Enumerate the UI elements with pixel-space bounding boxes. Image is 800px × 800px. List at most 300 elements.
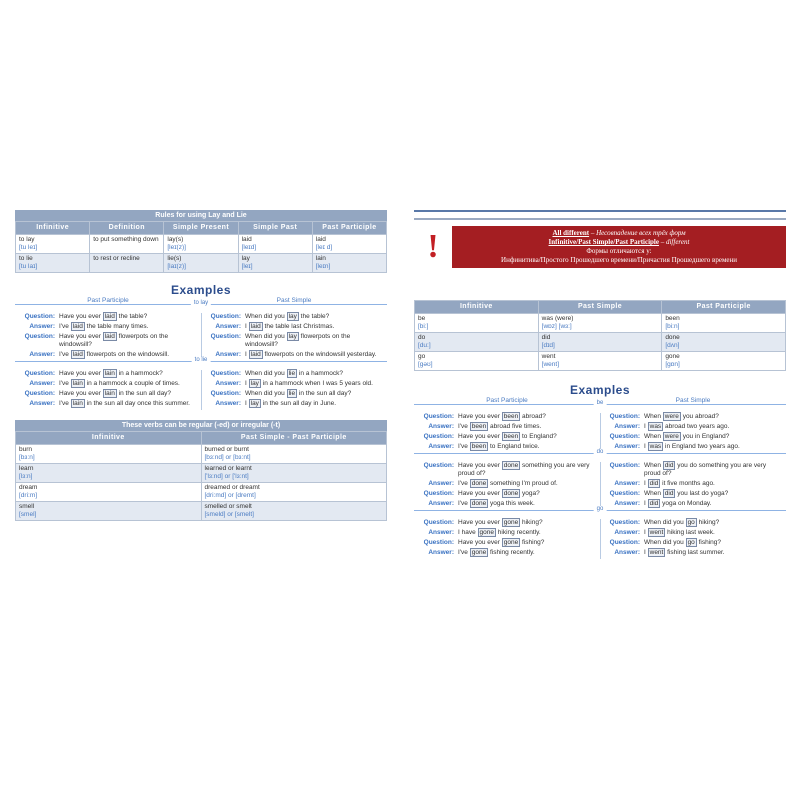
transcription: [wɒz] [wɜ:] — [541, 323, 572, 330]
highlighted-verb: done — [503, 490, 519, 497]
example-line — [414, 433, 600, 441]
column-header: Past Participle — [312, 222, 386, 235]
examples-title: Examples — [569, 383, 631, 397]
line-label: Answer: — [29, 380, 55, 387]
column-header: Infinitive — [16, 222, 90, 235]
text-after: abroad? — [520, 413, 546, 420]
example-line — [414, 443, 600, 451]
text-before: Have you ever — [59, 313, 103, 320]
example-line — [414, 413, 600, 421]
example-text — [644, 423, 786, 431]
example-line — [15, 351, 201, 359]
transcription: [bɜ:n] — [19, 454, 35, 461]
text-after: it five months ago. — [660, 480, 715, 487]
table-row — [16, 254, 387, 273]
example-line — [414, 490, 600, 498]
table-cell — [415, 314, 539, 333]
text-after: fishing recently. — [488, 549, 535, 556]
transcription: [dʌn] — [665, 342, 680, 349]
past-participle-header: Past Participle — [486, 397, 528, 404]
example-text — [245, 333, 387, 349]
highlighted-verb: were — [664, 413, 679, 420]
text-before: I've — [458, 423, 470, 430]
example-text — [458, 500, 600, 508]
table-row — [16, 483, 387, 502]
transcription: [bi:] — [418, 323, 429, 330]
example-text — [458, 433, 600, 441]
example-line — [600, 423, 786, 431]
highlighted-verb: laid — [104, 333, 115, 340]
left-page — [15, 210, 387, 521]
table-cell — [662, 333, 786, 352]
line-label: Answer: — [614, 549, 640, 556]
text-before: Have you ever — [458, 539, 502, 546]
table-cell — [16, 254, 90, 273]
highlighted-verb: gone — [479, 529, 494, 536]
table-cell — [201, 445, 387, 464]
lay-lie-caption: Rules for using Lay and Lie — [15, 210, 387, 221]
column-header: Past Simple — [538, 301, 662, 314]
text-after: in the sun all day once this summer. — [84, 400, 190, 407]
word: to put something down — [93, 236, 159, 243]
three-forms-table — [414, 300, 786, 371]
highlighted-verb: done — [471, 500, 487, 507]
past-simple-column — [600, 519, 786, 559]
example-text — [644, 433, 786, 441]
section-divider — [414, 449, 786, 462]
text-after: the table? — [116, 313, 148, 320]
text-after: the table? — [298, 313, 330, 320]
line-label: Question: — [24, 370, 55, 377]
line-label: Question: — [609, 539, 640, 546]
example-line — [600, 549, 786, 557]
example-line — [600, 433, 786, 441]
text-before: I've — [458, 443, 470, 450]
highlighted-verb: was — [649, 443, 662, 450]
table-cell — [201, 464, 387, 483]
line-label: Answer: — [614, 480, 640, 487]
text-before: I — [644, 529, 648, 536]
example-text — [458, 519, 600, 527]
example-text — [644, 539, 786, 547]
example-line — [15, 313, 201, 321]
table-row — [16, 464, 387, 483]
word: lay(s) — [167, 236, 184, 243]
highlighted-verb: go — [687, 519, 695, 526]
text-after: yoga this week. — [488, 500, 535, 507]
word: learned or learnt — [204, 465, 252, 472]
highlighted-verb: gone — [503, 539, 519, 546]
example-line — [600, 529, 786, 537]
line-label: Answer: — [428, 500, 454, 507]
section-label: do — [594, 449, 607, 455]
highlighted-verb: been — [503, 433, 519, 440]
example-text — [644, 480, 786, 488]
text-after: hiking recently. — [495, 529, 541, 536]
line-label: Answer: — [614, 500, 640, 507]
text-before: Have you ever — [458, 413, 502, 420]
highlighted-verb: been — [503, 413, 519, 420]
line-label: Answer: — [215, 380, 241, 387]
text-after: to England twice. — [488, 443, 540, 450]
example-line — [414, 519, 600, 527]
past-simple-header: Past Simple — [675, 397, 711, 404]
text-before: I — [245, 351, 249, 358]
section-divider — [15, 357, 387, 370]
transcription: [leɪ] — [241, 263, 253, 270]
example-text — [458, 443, 600, 451]
transcription: ['lɜ:nd] or ['lɜ:nt] — [204, 473, 249, 480]
text-before: I've — [458, 480, 470, 487]
example-text — [245, 323, 387, 331]
example-text — [644, 519, 786, 527]
table-cell — [164, 254, 238, 273]
text-after: in a hammock a couple of times. — [84, 380, 180, 387]
word: smelled or smelt — [204, 503, 252, 510]
line-label: Question: — [609, 413, 640, 420]
example-rows — [15, 313, 387, 361]
section-divider — [414, 506, 786, 519]
example-line — [414, 539, 600, 547]
table-cell — [16, 235, 90, 254]
transcription: [bɜ:nd] or [bɜ:nt] — [204, 454, 251, 461]
word: smell — [19, 503, 35, 510]
example-text — [458, 462, 600, 478]
example-line — [15, 400, 201, 408]
line-label: Question: — [210, 333, 241, 340]
past-simple-column — [201, 313, 387, 361]
text-before: When — [644, 462, 663, 469]
text-before: I've — [59, 380, 71, 387]
text-after: abroad two years ago. — [663, 423, 730, 430]
past-simple-header: Past Simple — [276, 297, 312, 304]
line-label: Question: — [210, 313, 241, 320]
past-participle-column — [15, 370, 201, 410]
past-participle-header: Past Participle — [87, 297, 129, 304]
text-before: I — [644, 549, 648, 556]
example-text — [245, 313, 387, 321]
text-before: I — [245, 400, 249, 407]
line-label: Answer: — [428, 549, 454, 556]
transcription: [dri:m] — [19, 492, 38, 499]
line-label: Answer: — [428, 443, 454, 450]
transcription: [leɪd] — [241, 244, 257, 251]
text-after: yoga on Monday. — [660, 500, 712, 507]
text-after: you last do yoga? — [675, 490, 729, 497]
column-header: Simple Past — [238, 222, 312, 235]
example-line — [600, 413, 786, 421]
line-label: Answer: — [614, 529, 640, 536]
column-header: Definition — [90, 222, 164, 235]
highlighted-verb: lay — [288, 333, 297, 340]
text-after: hiking? — [520, 519, 543, 526]
line-label: Question: — [609, 519, 640, 526]
highlighted-verb: laid — [72, 351, 83, 358]
text-after: in the sun all day? — [297, 390, 352, 397]
line-label: Answer: — [428, 480, 454, 487]
word: burn — [19, 446, 33, 453]
table-cell — [662, 314, 786, 333]
highlighted-verb: lain — [72, 380, 83, 387]
highlighted-verb: lain — [72, 400, 83, 407]
text-after: fishing last summer. — [665, 549, 725, 556]
example-line — [414, 423, 600, 431]
text-before: When did you — [644, 519, 686, 526]
text-before: Have you ever — [59, 333, 103, 340]
example-text — [644, 443, 786, 451]
example-text — [245, 400, 387, 408]
highlighted-verb: went — [649, 529, 664, 536]
word: go — [418, 353, 426, 360]
text-before: I've — [59, 351, 71, 358]
example-text — [245, 390, 387, 398]
table-cell — [238, 235, 312, 254]
example-text — [59, 333, 201, 349]
line-label: Question: — [609, 462, 640, 469]
example-rows — [414, 413, 786, 453]
example-text — [245, 370, 387, 378]
example-line — [201, 380, 387, 388]
word: laid — [241, 236, 252, 243]
example-line — [201, 351, 387, 359]
example-text — [59, 323, 201, 331]
example-text — [458, 423, 600, 431]
text-after: flowerpots on the windowsill? — [59, 333, 169, 348]
past-participle-column — [414, 519, 600, 559]
example-text — [458, 549, 600, 557]
highlighted-verb: lain — [104, 370, 115, 377]
table-cell — [16, 464, 202, 483]
word: lain — [315, 255, 326, 262]
text-before: I've — [59, 400, 71, 407]
line-label: Answer: — [428, 529, 454, 536]
transcription: [tu leɪ] — [19, 244, 38, 251]
text-before: I — [245, 380, 249, 387]
example-text — [245, 380, 387, 388]
text-after: flowerpots on the windowsill? — [245, 333, 351, 348]
past-participle-column — [414, 413, 600, 453]
highlighted-verb: done — [503, 462, 519, 469]
table-row — [16, 235, 387, 254]
line-label: Question: — [24, 313, 55, 320]
table-cell — [90, 254, 164, 273]
table-cell — [16, 483, 202, 502]
text-after: something you are very proud of? — [458, 462, 590, 477]
transcription: [du:] — [418, 342, 431, 349]
highlighted-verb: laid — [72, 323, 83, 330]
line-label: Answer: — [29, 400, 55, 407]
example-line — [414, 480, 600, 488]
text-before: When did you — [245, 333, 287, 340]
highlighted-verb: go — [687, 539, 695, 546]
line-label: Question: — [609, 490, 640, 497]
example-rows — [15, 370, 387, 410]
regular-irregular-table — [15, 431, 387, 521]
line-label: Answer: — [614, 443, 640, 450]
line-label: Answer: — [29, 323, 55, 330]
word: lay — [241, 255, 250, 262]
word: did — [541, 334, 551, 341]
line-label: Question: — [210, 370, 241, 377]
text-before: When did you — [644, 539, 686, 546]
example-text — [644, 413, 786, 421]
text-after: you abroad? — [680, 413, 719, 420]
example-line — [15, 380, 201, 388]
highlighted-verb: laid — [250, 351, 261, 358]
transcription: [smeld] or [smelt] — [204, 511, 254, 518]
text-before: When did you — [245, 370, 287, 377]
lay-lie-table — [15, 221, 387, 273]
table-cell — [662, 352, 786, 371]
example-text — [644, 462, 786, 478]
exclamation-icon: ! — [414, 226, 452, 268]
table-cell — [415, 352, 539, 371]
line-label: Question: — [423, 462, 454, 469]
text-after: something I'm proud of. — [488, 480, 558, 487]
text-after: hiking? — [696, 519, 720, 526]
highlighted-verb: did — [649, 500, 659, 507]
column-header: Past Simple - Past Participle — [201, 432, 387, 445]
example-line — [201, 313, 387, 321]
highlighted-verb: been — [471, 443, 487, 450]
transcription: [gɒn] — [665, 361, 680, 368]
column-header: Infinitive — [16, 432, 202, 445]
table-cell — [16, 445, 202, 464]
past-simple-column — [600, 462, 786, 510]
text-before: When — [644, 413, 663, 420]
highlighted-verb: lay — [250, 400, 259, 407]
highlighted-verb: been — [471, 423, 487, 430]
header-stripes — [414, 210, 786, 220]
highlighted-verb: lie — [288, 370, 296, 377]
example-text — [644, 490, 786, 498]
example-line — [15, 390, 201, 398]
example-line — [201, 400, 387, 408]
example-rows — [414, 519, 786, 559]
word: to lie — [19, 255, 33, 262]
text-before: Have you ever — [458, 490, 502, 497]
example-line — [15, 370, 201, 378]
word: burned or burnt — [204, 446, 249, 453]
example-text — [458, 480, 600, 488]
transcription: [leɪ d] — [315, 244, 333, 251]
text-before: Have you ever — [458, 462, 502, 469]
word: gone — [665, 353, 680, 360]
highlighted-verb: done — [471, 480, 487, 487]
text-after: flowerpots on the windowsill yesterday. — [262, 351, 377, 358]
past-participle-column — [15, 313, 201, 361]
example-text — [59, 370, 201, 378]
section-label: to lie — [192, 357, 211, 363]
text-before: Have you ever — [458, 519, 502, 526]
table-cell — [538, 352, 662, 371]
highlighted-verb: did — [649, 480, 659, 487]
warning-banner — [414, 226, 786, 268]
line-label: Question: — [24, 333, 55, 340]
table-cell — [312, 235, 386, 254]
line-label: Answer: — [614, 423, 640, 430]
highlighted-verb: gone — [503, 519, 519, 526]
text-before: When did you — [245, 390, 287, 397]
text-after: in a hammock? — [116, 370, 163, 377]
example-text — [644, 549, 786, 557]
highlighted-verb: lay — [288, 313, 297, 320]
example-text — [59, 390, 201, 398]
highlighted-verb: laid — [104, 313, 115, 320]
past-participle-column — [414, 462, 600, 510]
table-row — [415, 314, 786, 333]
highlighted-verb: did — [664, 462, 674, 469]
line-label: Answer: — [215, 400, 241, 407]
past-simple-column — [600, 413, 786, 453]
table-cell — [201, 483, 387, 502]
transcription: [leɪ(z)] — [167, 244, 186, 251]
example-line — [15, 333, 201, 349]
example-line — [414, 500, 600, 508]
examples-title: Examples — [170, 283, 232, 297]
text-before: Have you ever — [59, 390, 103, 397]
line-label: Question: — [423, 413, 454, 420]
highlighted-verb: were — [664, 433, 679, 440]
text-after: in England two years ago. — [663, 443, 740, 450]
text-before: I've — [59, 323, 71, 330]
section-label: go — [594, 506, 607, 512]
word: do — [418, 334, 426, 341]
highlighted-verb: did — [664, 490, 674, 497]
example-text — [644, 500, 786, 508]
example-text — [59, 313, 201, 321]
example-line — [201, 370, 387, 378]
word: to rest or recline — [93, 255, 140, 262]
example-text — [245, 351, 387, 359]
example-line — [600, 462, 786, 478]
example-line — [600, 539, 786, 547]
text-before: I — [644, 443, 648, 450]
transcription: [dri:md] or [dremt] — [204, 492, 256, 499]
highlighted-verb: lie — [288, 390, 296, 397]
text-after: in the sun all day? — [116, 390, 172, 397]
word: dream — [19, 484, 38, 491]
line-label: Question: — [609, 433, 640, 440]
word: learn — [19, 465, 34, 472]
text-after: hiking last week. — [665, 529, 715, 536]
text-after: to England? — [520, 433, 557, 440]
transcription: [leɪn] — [315, 263, 331, 270]
example-line — [414, 462, 600, 478]
transcription: [laɪ(z)] — [167, 263, 186, 270]
text-after: in the sun all day in June. — [260, 400, 337, 407]
text-before: When did you — [245, 313, 287, 320]
example-line — [201, 333, 387, 349]
past-simple-column — [201, 370, 387, 410]
word: to lay — [19, 236, 35, 243]
text-before: I've — [458, 500, 470, 507]
table-row — [415, 352, 786, 371]
table-cell — [538, 333, 662, 352]
text-after: flowerpots on the windowsill. — [84, 351, 170, 358]
example-text — [458, 539, 600, 547]
text-before: When — [644, 433, 663, 440]
regular-irregular-caption: These verbs can be regular (-ed) or irregular (-t) — [15, 420, 387, 431]
example-text — [59, 380, 201, 388]
word: dreamed or dreamt — [204, 484, 260, 491]
text-after: yoga? — [520, 490, 540, 497]
example-line — [600, 490, 786, 498]
example-text — [458, 490, 600, 498]
text-before: I — [644, 423, 648, 430]
example-text — [59, 400, 201, 408]
example-text — [458, 529, 600, 537]
